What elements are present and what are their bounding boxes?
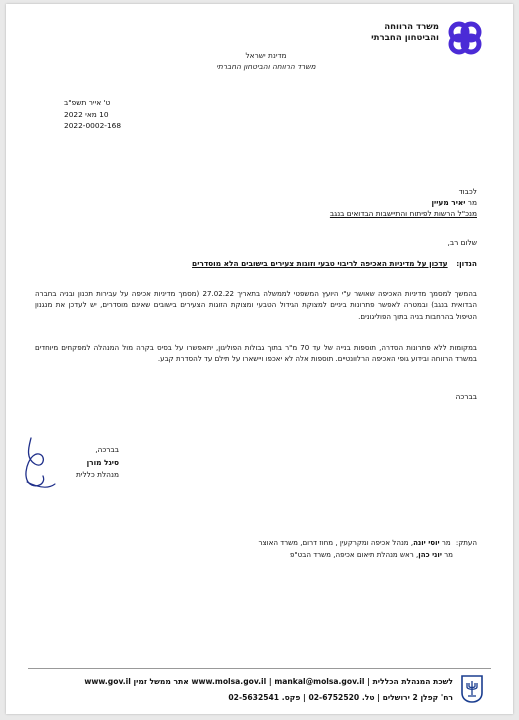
cc-2-name: יוני כהן <box>418 549 442 559</box>
subject-text: עדכון על מדיניות האכיפה לריבוי טבעי וזוגות צעירים בישובים הלא מוסדרים <box>192 259 448 268</box>
recipient-name-text: יאיר מעיין <box>431 198 466 207</box>
ministry-name-line2: והביטחון החברתי <box>371 33 439 43</box>
footer-address-line: רח' קפלן 2 ירושלים | טל. 02-6752520 | פקס. 02-5632541 <box>228 693 453 702</box>
footer-website-link[interactable]: www.molsa.gov.il <box>191 677 267 686</box>
reference-number: 2022-0002-168 <box>64 121 122 130</box>
footer-office: לשכת המנהלת הכללית <box>372 677 453 686</box>
footer-divider <box>28 668 491 669</box>
signature-text <box>76 444 119 482</box>
footer-phone: 02-6752520 <box>308 693 360 702</box>
recipient-name <box>37 197 477 208</box>
ministry-name-line1: משרד הרווחה <box>384 22 439 32</box>
cc-1-rest: , מנהל אכיפה ומקרקעין , מחוז דרום, משרד האוצר <box>258 538 414 547</box>
cc-1-prefix: מר <box>441 538 451 547</box>
recipient-prefix: מר <box>467 198 477 207</box>
footer-fax-label: פקס. <box>281 693 301 702</box>
handwritten-signature-icon <box>17 436 77 506</box>
recipient-block <box>37 186 477 219</box>
letter-dates <box>64 97 184 132</box>
subject-line <box>37 259 477 268</box>
ministry-name <box>329 22 439 44</box>
closing-blessing: בברכה <box>455 392 477 401</box>
state-emblem-icon <box>461 675 483 703</box>
letter-page <box>6 4 513 714</box>
cc-line-2 <box>37 549 477 561</box>
cc-2-prefix: מר <box>444 549 453 559</box>
ministry-logo-icon <box>447 20 483 56</box>
signature-block <box>15 436 125 518</box>
subject-label: הנדון: <box>456 259 477 268</box>
recipient-title: מנכ"ל הרשות לפיתוח והתיישבות הבדואים בנגב <box>329 209 477 218</box>
footer-fax: 02-5632541 <box>228 693 280 702</box>
body-paragraph-2: במקומות ללא פתרונות הסדרה, תוספות בנייה של עד 70 מ"ר בתוך גבולות הפוליגון, יתאפשרו על בסיס בקרה מול המנהלה למפקחים מיוחדים במשרד הרווחה ובידוע גופי האכיפה הרלוונטיים. תוספות אלה לא יאכפו ויישארו על תילם עד להסדרת קבע. <box>35 343 477 364</box>
state-header <box>176 50 356 72</box>
footer-contact-line: לשכת המנהלת הכללית | www.molsa.gov.il | mankal@molsa.gov.il אתר ממשל זמין www.gov.il <box>84 677 453 686</box>
to-label: לכבוד <box>458 187 477 196</box>
signature-closing: בברכה, <box>95 445 119 454</box>
hebrew-date: ט' אייר תשפ"ב <box>64 98 111 107</box>
footer-gov-site-link[interactable]: www.gov.il <box>84 677 131 686</box>
cc-label: העתק: <box>455 538 477 547</box>
signer-role: מנהלת כללית <box>75 470 119 479</box>
greeting: שלום רב, <box>447 238 477 247</box>
footer-email-link[interactable]: mankal@molsa.gov.il <box>274 677 365 686</box>
ministry-line: משרד הרווחה והביטחון החברתי <box>216 62 316 71</box>
footer-phone-label: טל. <box>361 693 375 702</box>
state-line: מדינת ישראל <box>245 51 287 60</box>
cc-line-1 <box>37 537 477 549</box>
footer-gov-site-label: אתר ממשל זמין <box>133 677 189 686</box>
footer-address: רח' קפלן 2 ירושלים <box>382 693 453 702</box>
signer-name: סיגל מורן <box>86 457 119 467</box>
body-paragraph-1: בהמשך למסמך מדיניות האכיפה שאושר ע"י היועץ המשפטי לממשלה בתאריך 27.02.22 (מסמך מדיניות אכיפה על עבירות תכנון ובניה בחברה הבדואית בנגב) ובמטרה לאפשר פתרונות ביניים למצוקת הגידול הטבעי ומצוקת הזוגות הצעירים בישובים שאינם מוסדרים, יש לעדכן את מנגנון הטיפול בהרחבות בניה בתוך הפוליגונים. <box>35 289 477 321</box>
cc-1-name: יוסי יונה <box>413 538 440 547</box>
cc-2-rest: , ראש מנהלת תיאום אכיפה, משרד הבט"פ <box>289 549 419 559</box>
cc-block <box>37 537 477 560</box>
gregorian-date: 10 מאי 2022 <box>64 109 109 119</box>
